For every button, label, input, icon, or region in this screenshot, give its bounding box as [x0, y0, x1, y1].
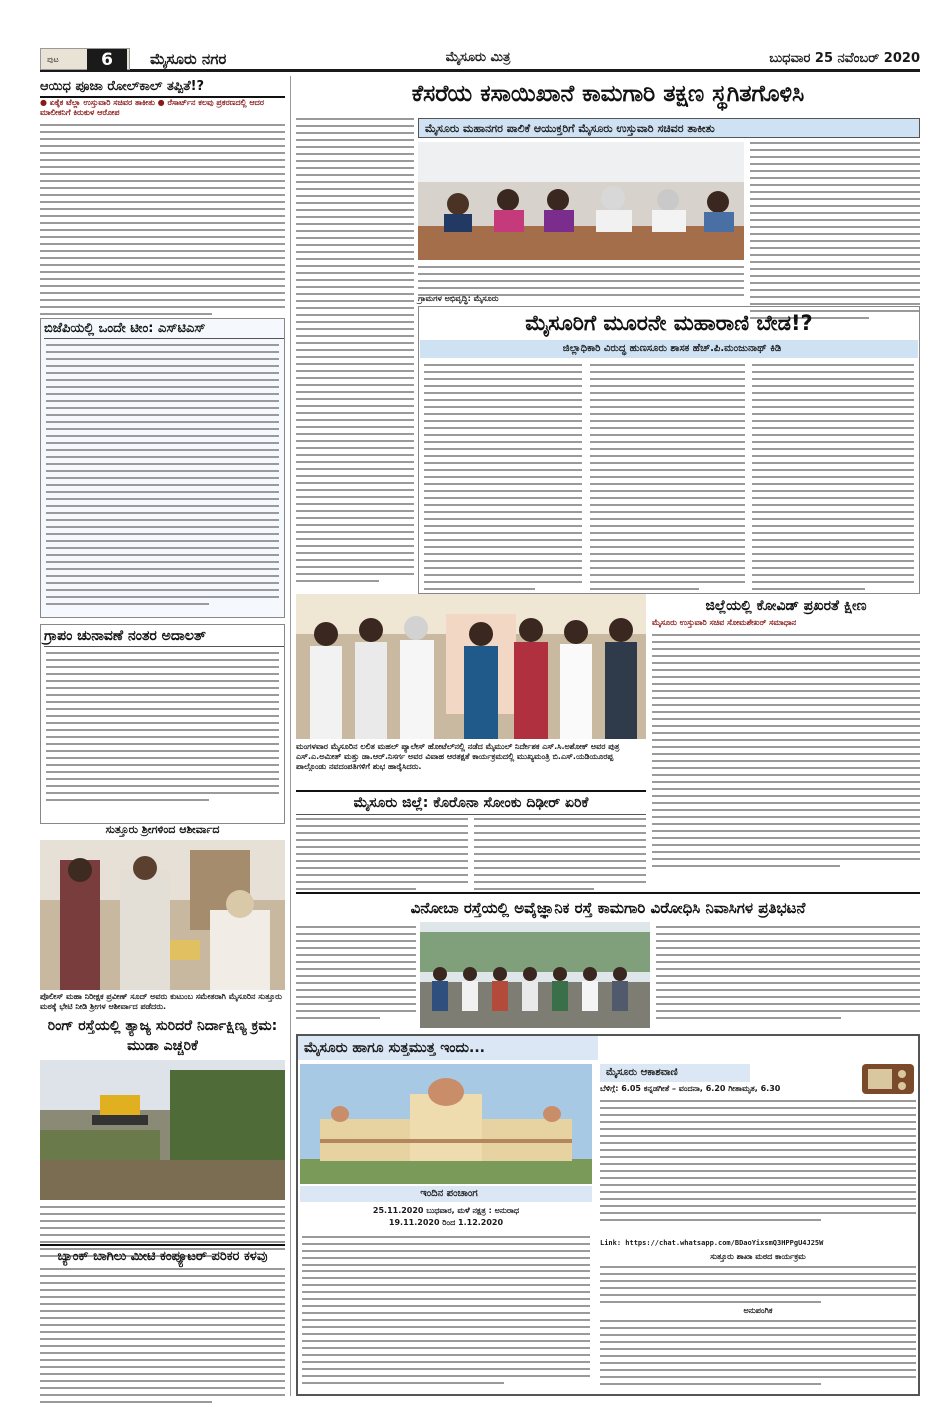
page-tag	[40, 48, 130, 70]
lead-body	[750, 142, 920, 324]
radio-icon	[860, 1062, 916, 1096]
today-banner: ಮೈಸೂರು ಹಾಗೂ ಸುತ್ತಮುತ್ತ ಇಂದು...	[298, 1036, 598, 1060]
story-headline-bjp: ಬಿಜೆಪಿಯಲ್ಲಿ ಒಂದೇ ಟೀಂ: ಎಸ್‌ಟಿಎಸ್	[44, 320, 284, 339]
column-rule	[290, 76, 291, 1396]
mysore-palace-photo	[300, 1064, 592, 1184]
ring-road-photo	[40, 1060, 285, 1200]
paper-name: ಮೈಸೂರು ಮಿತ್ರ	[445, 50, 511, 65]
second-strap: ಜಿಲ್ಲಾಧಿಕಾರಿ ವಿರುದ್ಧ ಹುಣಸೂರು ಶಾಸಕ ಹೆಚ್.ಪಿ.ಮಂಜುನಾಥ್ ಕಿಡಿ	[420, 340, 918, 358]
right-story-headline: ಜಿಲ್ಲೆಯಲ್ಲಿ ಕೋವಿಡ್ ಪ್ರಖರತೆ ಕ್ಷೀಣ	[705, 598, 867, 614]
covid-body	[296, 818, 468, 895]
wedding-caption: ಮಂಗಳವಾರ ಮೈಸೂರಿನ ಲಲಿತ ಮಹಲ್ ಪ್ಯಾಲೇಸ್ ಹೋಟೆಲ್‌ನಲ್ಲಿ ನಡೆದ ಮೈಮುಲ್ ನಿರ್ದೇಶಕ ಎಸ್.ಸಿ.ಅಶೋಕ್ ಅವರ ಪುತ್ರ ಎಸ್.ಎ.ಅಮೀತ್ ಮತ್ತು ಡಾ.ಆರ್.ನಿಸರ್ಗ ಅವರ ವಿವಾಹ ಆರತಕ್ಷತೆ ಕಾರ್ಯಕ್ರಮದಲ್ಲಿ ಮುಖ್ಯಮಂತ್ರಿ ಬಿ.ಎಸ್.ಯಡಿಯೂರಪ್ಪ ಪಾಲ್ಗೊಂಡು ನವದಂಪತಿಗಳಿಗೆ ಶುಭ ಹಾರೈಸಿದರು.	[296, 742, 620, 771]
wedding-photo	[296, 594, 646, 739]
story-body	[40, 124, 285, 320]
panchanga-line: 25.11.2020 ಬುಧವಾರ, ಮಳೆ ನಕ್ಷತ್ರ : ಅನುರಾಧ	[372, 1206, 520, 1215]
second-body	[752, 364, 914, 595]
photo-caption: ಪೊಲೀಸ್ ಮಹಾ ನಿರೀಕ್ಷಕ ಪ್ರವೀಣ್ ಸೂದ್ ಅವರು ಕುಟುಂಬ ಸಮೇತರಾಗಿ ಮೈಸೂರಿನ ಸುತ್ತೂರು ಮಠಕ್ಕೆ ಭೇಟಿ ನೀಡಿ ಶ್ರೀಗಳ ಆಶೀರ್ವಾದ ಪಡೆದರು.	[40, 992, 282, 1011]
notice-body	[600, 1266, 916, 1308]
section-body	[600, 1320, 916, 1390]
lead-body	[296, 118, 414, 587]
masthead	[40, 48, 920, 72]
notice-heading: ಸುತ್ತೂರು ಶಾಖಾ ಮಠದ ಕಾರ್ಯಕ್ರಮ	[710, 1252, 806, 1261]
second-body	[590, 364, 745, 595]
story-headline-suttur: ಸುತ್ತೂರು ಶ್ರೀಗಳಿಂದ ಆಶೀರ್ವಾದ	[105, 823, 220, 836]
story-body	[40, 1268, 285, 1408]
section-label: ಅನುಪಂಗಿಕ	[743, 1306, 773, 1315]
today-body	[302, 1270, 590, 1389]
radio-title: ಮೈಸೂರು ಆಕಾಶವಾಣಿ	[600, 1064, 750, 1082]
protest-photo	[420, 922, 650, 1028]
lead-headline: ಕೆಸರೆಯ ಕಸಾಯಿಖಾನೆ ಕಾಮಗಾರಿ ತಕ್ಷಣ ಸ್ಥಗಿತಗೊಳಿಸಿ	[411, 81, 805, 107]
suttur-photo	[40, 840, 285, 990]
story-body	[46, 344, 279, 610]
radio-schedule: ಬೆಳಿಗ್ಗೆ: 6.05 ಕನ್ನಡಗೀತೆ – ವಂದನಾ, 6.20 ಗೀತಾಮೃತ, 6.30	[600, 1084, 781, 1093]
story-headline-ring-road: ರಿಂಗ್ ರಸ್ತೆಯಲ್ಲಿ ತ್ಯಾಜ್ಯ ಸುರಿದರೆ ನಿರ್ದಾಕ್ಷಿಣ್ಯ ಕ್ರಮ: ಮುಡಾ ಎಚ್ಚರಿಕೆ	[47, 1018, 278, 1054]
page-number: 6	[87, 49, 127, 71]
issue-date: ಬುಧವಾರ 25 ನವೆಂಬರ್ 2020	[769, 51, 920, 66]
story-headline-adalat: ಗ್ರಾಪಂ ಚುನಾವಣೆ ನಂತರ ಅದಾಲತ್	[44, 626, 284, 647]
second-headline: ಮೈಸೂರಿಗೆ ಮೂರನೇ ಮಹಾರಾಣಿ ಬೇಡ!?	[525, 311, 813, 335]
story-subheadline: ● ಏಕೈಕ ಟೆಲ್ಲಾ ಉಸ್ತುವಾರಿ ಸಚಿವರ ತಾಕೀತು ● ರೆಸಾರ್ಟ್‌ನ ಕಲವು ಪ್ರಕರಣದಲ್ಲಿ ಆದರ ಮಾಲೀಕನಿಗೆ ಕಿರುಕುಳ ಆರೋಪ	[40, 98, 265, 117]
story-headline-bank: ಬ್ಯಾಂಕ್ ಬಾಗಿಲು ಮೀಟಿ ಕಂಪ್ಯೂಟರ್ ಪರಿಕರ ಕಳವು	[40, 1244, 285, 1266]
covid-headline: ಮೈಸೂರು ಜಿಲ್ಲೆ: ಕೊರೊನಾ ಸೋಂಕು ದಿಢೀರ್ ಏರಿಕೆ	[296, 790, 646, 815]
covid-body	[474, 818, 646, 895]
second-body	[424, 364, 582, 595]
panchanga-title: ಇಂದಿನ ಪಂಚಾಂಗ	[300, 1186, 592, 1202]
lead-kicker: ಗ್ರಾಮಗಳ ಅಭಿವೃದ್ಧಿ: ಮೈಸೂರು	[418, 294, 499, 303]
story-headline-ayudha-pooja: ಆಯಿಧ ಪೂಜಾ ರೋಲ್‌ಕಾಲ್ ತಪ್ಪಿತೆ!?	[40, 78, 285, 98]
right-story-sub: ಮೈಸೂರು ಉಸ್ತುವಾರಿ ಸಚಿವ ಸೋಮಶೇಖರ್ ಸಮಾಧಾನ	[652, 618, 797, 627]
radio-body	[600, 1100, 916, 1226]
lead-strap: ಮೈಸೂರು ಮಹಾನಗರ ಪಾಲಿಕೆ ಆಯುಕ್ತರಿಗೆ ಮೈಸೂರು ಉಸ್ತುವಾರಿ ಸಚಿವರ ತಾಕೀತು	[418, 118, 920, 138]
vinoba-body	[656, 926, 920, 1024]
page-label: ಪುಟ	[47, 55, 59, 64]
section-name: ಮೈಸೂರು ನಗರ	[150, 50, 227, 68]
meeting-photo	[418, 142, 744, 260]
panchanga-body	[302, 1236, 590, 1271]
story-body	[46, 652, 279, 806]
vinoba-headline: ವಿನೋಬಾ ರಸ್ತೆಯಲ್ಲಿ ಅವೈಜ್ಞಾನಿಕ ರಸ್ತೆ ಕಾಮಗಾರಿ ವಿರೋಧಿಸಿ ನಿವಾಸಿಗಳ ಪ್ರತಿಭಟನೆ	[296, 892, 920, 922]
vinoba-body	[296, 926, 416, 1024]
right-story-body	[652, 634, 920, 872]
whatsapp-link[interactable]: Link: https://chat.whatsapp.com/BDaoYixsmQ3HPPgU4J25W	[600, 1239, 824, 1247]
panchanga-line: 19.11.2020 ರಿಂದ 1.12.2020	[388, 1218, 504, 1227]
